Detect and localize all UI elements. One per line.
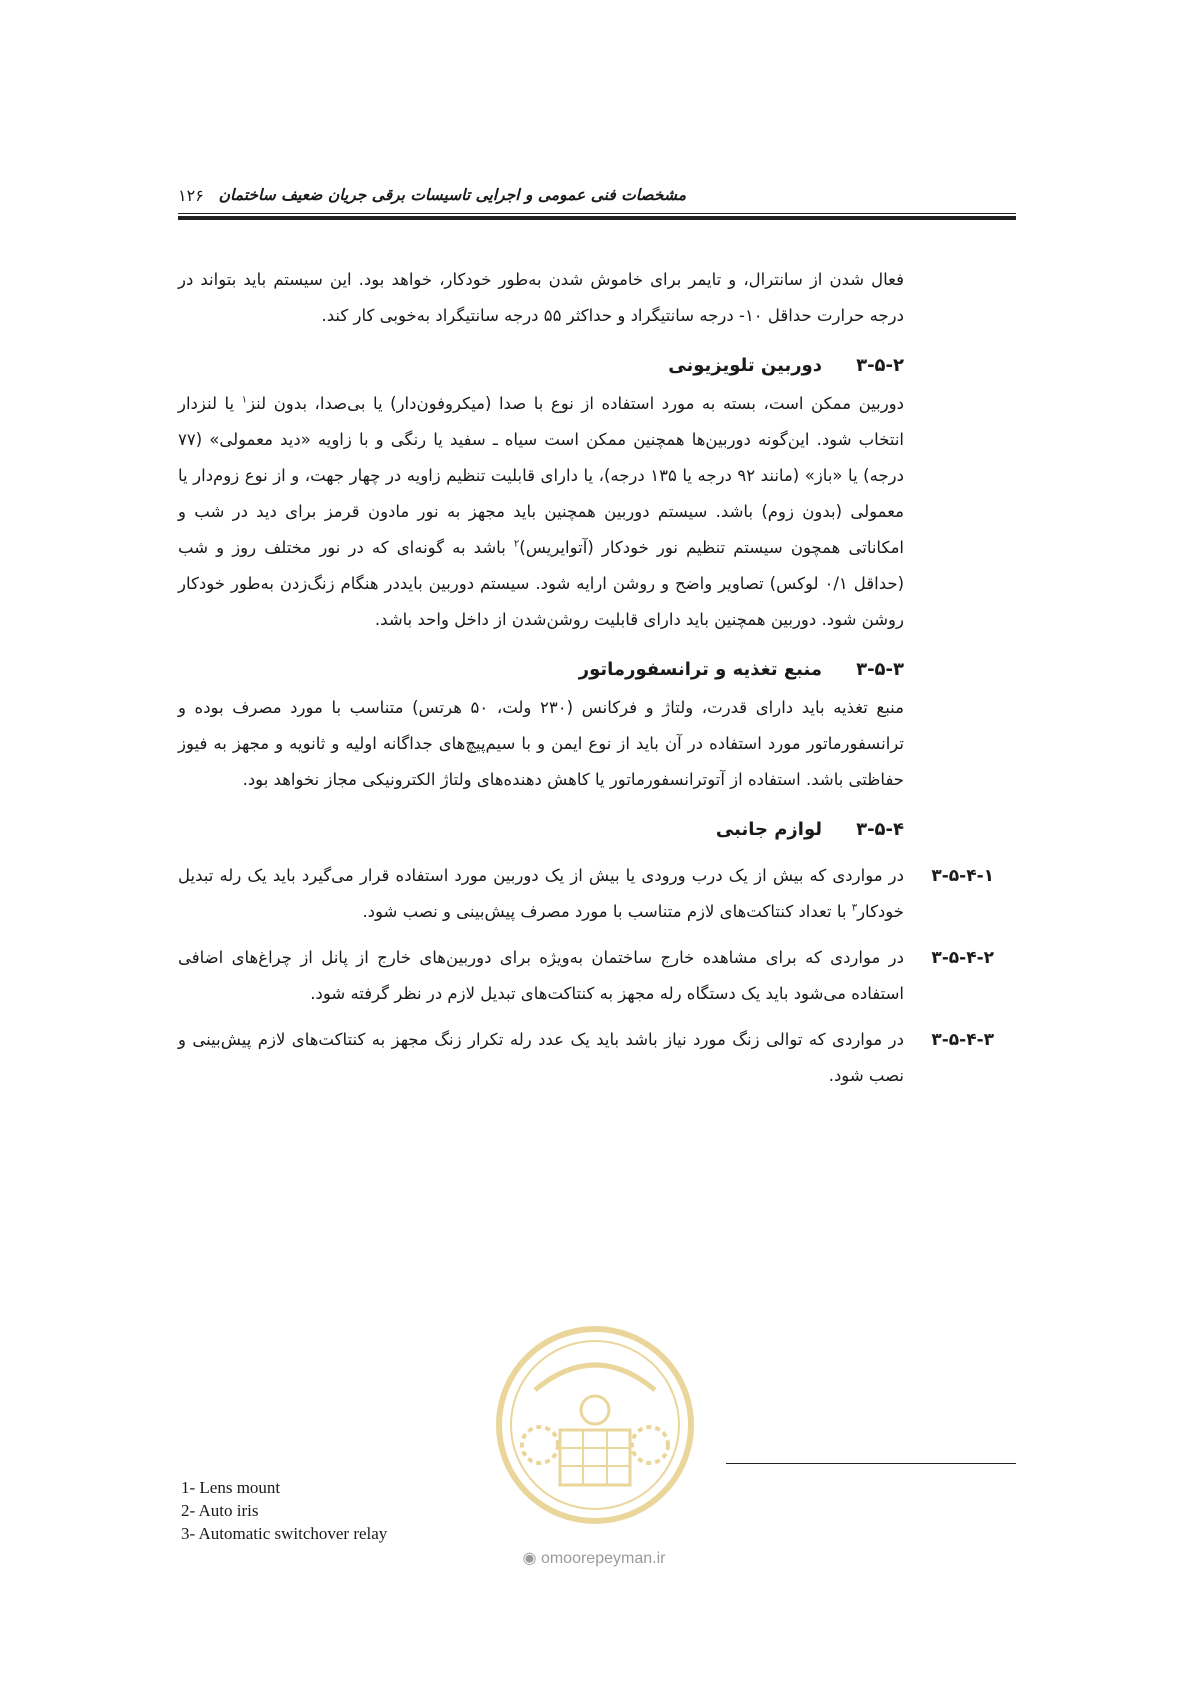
section-title: دوربین تلویزیونی: [668, 355, 822, 376]
running-header-title: مشخصات فنی عمومی و اجرایی تاسیسات برقی جریان ضعیف ساختمان: [218, 186, 686, 204]
list-item: [178, 1022, 994, 1094]
watermark-url-text: omoorepeyman.ir: [540, 1550, 666, 1567]
list-item: [178, 858, 994, 930]
footnotes: [181, 1476, 601, 1545]
footnote-ref-2: ۲: [513, 538, 520, 550]
watermark-url: [484, 1548, 704, 1568]
section-number: ۳-۵-۲: [856, 355, 904, 376]
section-title: لوازم جانبی: [715, 819, 822, 840]
power-paragraph: منبع تغذیه باید دارای قدرت، ولتاژ و فرکانس (۲۳۰ ولت، ۵۰ هرتس) متناسب با مورد مصرف بوده و ترانسفورماتور مورد استفاده در آن باید از نوع ایمن و با سیم‌پیچ‌های جداگانه اولیه و ثانویه و مجهز به فیوز حفاظتی باشد. استفاده از آتوترانسفورماتور یا کاهش دهنده‌های ولتاژ الکترونیکی مجاز نخواهد بود.: [178, 698, 905, 789]
camera-text-part1: دوربین ممکن است، بسته به مورد استفاده از نوع با صدا (میکروفون‌دار) یا بی‌صدا، بدون لنز: [247, 394, 904, 413]
footnote-ref-1: ۱: [241, 394, 248, 406]
section-heading-power: [178, 652, 904, 688]
camera-text-part2: یا لنزدار انتخاب شود. این‌گونه دوربین‌ها همچنین ممکن است سیاه ـ سفید یا رنگی و با زاویه «دید معمولی» (۷۷ درجه) یا «باز» (مانند ۹۲ درجه یا ۱۳۵ درجه)، یا دارای قابلیت تنظیم زاویه در چهار جهت، و از نوع زوم‌دار یا معمولی (بدون زوم) باشد. سیستم دوربین همچنین باید مجهز به نور مادون قرمز برای دید در شب و امکاناتی همچون سیستم تنظیم نور خودکار (آتوایریس): [178, 394, 904, 557]
item-number: ۳-۵-۴-۱: [931, 866, 994, 886]
item-number: ۳-۵-۴-۳: [931, 1030, 994, 1050]
intro-paragraph: فعال شدن از سانترال، و تایمر برای خاموش شدن به‌طور خودکار، خواهد بود. این سیستم باید بتواند در درجه حرارت حداقل ۱۰- درجه سانتیگراد و حداکثر ۵۵ درجه سانتیگراد به‌خوبی کار کند.: [178, 270, 904, 325]
item-text: در مواردی که توالی زنگ مورد نیاز باشد باید یک عدد رله تکرار زنگ مجهز به کنتاکت‌های لازم پیش‌بینی و نصب شود.: [178, 1030, 904, 1085]
camera-text-part3: باشد به گونه‌ای که در نور مختلف روز و شب (حداقل ۰/۱ لوکس) تصاویر واضح و روشن ارایه شود. سیستم دوربین بایددر هنگام زنگ‌زدن به‌طور خودکار روشن شود. دوربین همچنین باید دارای قابلیت روشن‌شدن از داخل واحد باشد.: [178, 538, 904, 629]
section-number: ۳-۵-۴: [856, 819, 904, 840]
item-number: ۳-۵-۴-۲: [931, 948, 994, 968]
item-text-cont: با تعداد کنتاکت‌های لازم متناسب با مورد مصرف پیش‌بینی و نصب شود.: [362, 902, 852, 921]
item-text: در مواردی که بیش از یک درب ورودی یا بیش از یک دوربین مورد استفاده قرار می‌گیرد باید یک رله تبدیل خودکار: [178, 866, 904, 921]
list-item: [178, 940, 994, 1012]
section-number: ۳-۵-۳: [856, 659, 904, 680]
section-heading-accessories: [178, 812, 904, 848]
section-heading-camera: [178, 348, 904, 384]
header-rule-thick: [178, 216, 1016, 220]
running-header: [178, 176, 1016, 216]
footnote-ref-3: ۳: [851, 902, 858, 914]
header-rule-thin: [178, 213, 1016, 214]
watermark-icon: ◉: [522, 1550, 541, 1567]
item-text: در مواردی که برای مشاهده خارج ساختمان به‌ویژه برای دوربین‌های خارج از پانل از چراغ‌های اضافی استفاده می‌شود باید یک دستگاه رله مجهز به کنتاکت‌های تبدیل لازم در نظر گرفته شود.: [178, 948, 904, 1003]
footnote-rule: [726, 1463, 1016, 1464]
page-number: ۱۲۶: [178, 186, 204, 205]
footnote: 1- Lens mount: [181, 1478, 281, 1497]
camera-paragraph: [178, 386, 904, 638]
body-content: [178, 262, 994, 1094]
section-title: منبع تغذیه و ترانسفورماتور: [578, 659, 822, 680]
footnote: 2- Auto iris: [181, 1501, 259, 1520]
footnote: 3- Automatic switchover relay: [181, 1524, 388, 1543]
